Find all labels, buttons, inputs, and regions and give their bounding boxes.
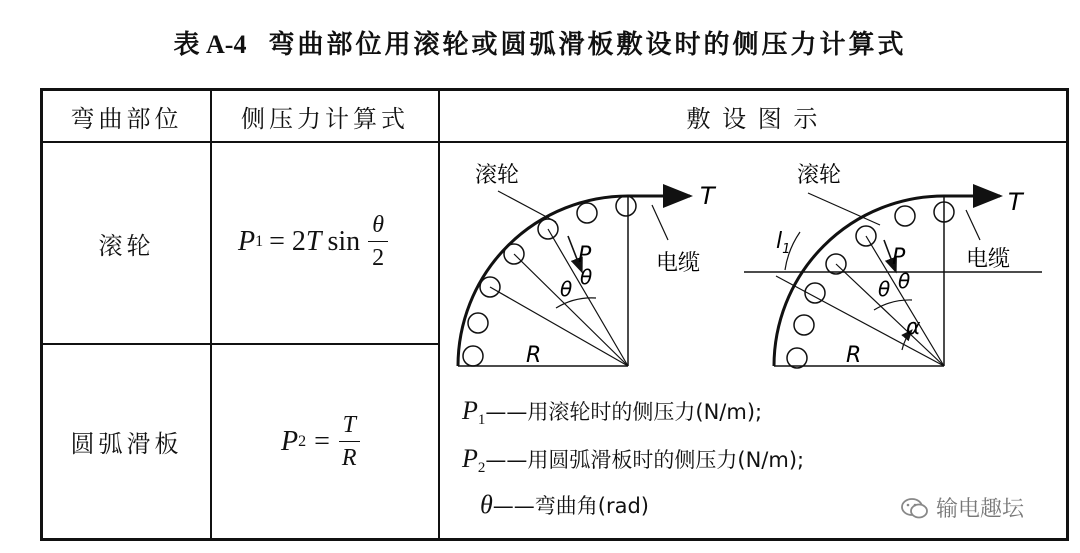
note-symbol: θ: [480, 490, 493, 519]
length-label: $l_1$: [776, 229, 791, 257]
tension-label: T: [700, 182, 715, 210]
watermark: [900, 492, 1024, 523]
cable-label: 电缆: [966, 247, 1011, 272]
pressure-label: P: [578, 243, 592, 268]
roller-circles: [787, 202, 954, 368]
note-p1: [462, 396, 762, 429]
formula-eq: = 2: [269, 225, 306, 257]
note-dash: ——: [485, 448, 528, 472]
theta-label: θ: [878, 277, 891, 301]
formula-sub: 1: [255, 232, 264, 250]
alpha-label: α: [906, 315, 921, 340]
formula-sub: 2: [298, 432, 307, 450]
roller-diagram: [458, 163, 717, 368]
row-part-arc-slide: 圆弧滑板: [70, 430, 183, 458]
roller-circles: [463, 196, 636, 366]
formula-eq: =: [314, 425, 330, 457]
formula-lhs: P: [238, 225, 256, 257]
table-title-text: 弯曲部位用滚轮或圆弧滑板敷设时的侧压力计算式: [268, 30, 907, 60]
note-dash: ——: [485, 400, 528, 424]
note-symbol: P: [462, 396, 478, 425]
header-formula: 侧压力计算式: [241, 104, 409, 133]
cable-label: 电缆: [656, 251, 701, 276]
note-sub: 2: [477, 460, 486, 477]
fraction-num: θ: [372, 212, 385, 238]
roller-label: 滚轮: [797, 163, 842, 188]
note-p2: [462, 444, 804, 477]
formula-lhs: P: [281, 425, 299, 457]
note-text: 用圆弧滑板时的侧压力(N/m);: [527, 448, 805, 472]
roller-label: 滚轮: [475, 163, 520, 188]
roller-inclined-diagram: [744, 163, 1042, 368]
table-code: 表 A-4: [173, 30, 247, 59]
formula-fn: sin: [327, 225, 361, 257]
fraction-den: R: [341, 445, 357, 471]
radius-label: R: [846, 343, 862, 368]
wechat-icon: [900, 496, 930, 520]
note-theta: [480, 490, 649, 520]
note-dash: ——: [492, 494, 535, 518]
header-diagram: 敷 设 图 示: [686, 104, 820, 133]
note-sub: 1: [477, 412, 486, 429]
theta-label: θ: [580, 265, 593, 289]
tension-label: T: [1008, 188, 1023, 216]
header-bend-part: 弯曲部位: [70, 104, 183, 133]
watermark-text: 输电趣坛: [936, 497, 1025, 522]
note-text: 弯曲角(rad): [534, 494, 649, 518]
note-symbol: P: [462, 444, 478, 473]
theta-label: θ: [560, 277, 573, 301]
pressure-label: P: [892, 245, 906, 270]
row-part-roller: 滚轮: [98, 231, 155, 260]
note-text: 用滚轮时的侧压力(N/m);: [527, 400, 763, 424]
formula-var: T: [305, 225, 322, 257]
fraction-num: T: [342, 412, 356, 438]
theta-label: θ: [898, 269, 911, 293]
fraction-den: 2: [372, 245, 385, 271]
radius-label: R: [526, 343, 542, 368]
